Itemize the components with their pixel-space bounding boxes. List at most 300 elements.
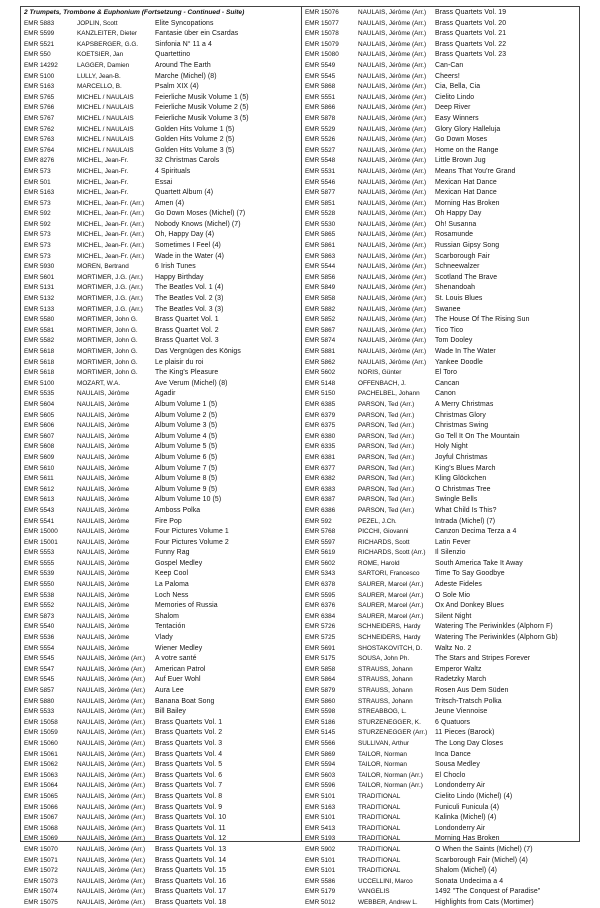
catalog-entry	[305, 495, 577, 506]
catalog-entry	[24, 61, 298, 72]
work-title: A votre santé	[155, 655, 197, 663]
catalog-number: EMR 5101	[305, 867, 336, 875]
catalog-entry	[305, 569, 577, 580]
composer-name: LAGGER, Damien	[77, 61, 130, 69]
catalog-entry	[305, 601, 577, 612]
catalog-number: EMR 5862	[305, 358, 336, 366]
composer-name: SCHNEIDERS, Hardy	[358, 634, 421, 642]
work-title: Amboss Polka	[155, 506, 201, 514]
catalog-number: EMR 5526	[305, 136, 336, 144]
catalog-entry	[24, 517, 298, 528]
composer-name: LULLY, Jean-B.	[77, 72, 121, 80]
work-title: Aura Lee	[155, 687, 184, 694]
work-title: Scarborough Fair (Michel) (4)	[435, 856, 528, 864]
work-title: Radetzky March	[435, 676, 487, 684]
catalog-entry	[24, 220, 298, 231]
composer-name: NAULAIS, Jérôme (Arr.)	[358, 167, 427, 175]
work-title: American Patrol	[155, 665, 206, 673]
catalog-entry	[305, 178, 577, 189]
work-title: Feierliche Musik Volume 3 (5)	[155, 114, 249, 122]
catalog-entry	[305, 527, 577, 538]
catalog-number: EMR 5867	[305, 326, 336, 334]
composer-name: NAULAIS, Jérôme (Arr.)	[358, 104, 427, 112]
work-title: Brass Quartets Vol. 12	[155, 835, 227, 843]
work-title: Brass Quartets Vol. 21	[435, 30, 507, 38]
work-title: Morning Has Broken	[435, 199, 500, 207]
composer-name: NAULAIS, Jérôme (Arr.)	[77, 697, 146, 705]
catalog-entry	[305, 220, 577, 231]
catalog-number: EMR 5175	[305, 655, 336, 663]
catalog-number: EMR 5539	[24, 570, 55, 578]
catalog-entry	[24, 824, 298, 835]
work-title: Cielito Lindo (Michel) (4)	[435, 792, 513, 800]
composer-name: TAILOR, Norman (Arr.)	[358, 771, 423, 779]
catalog-entry	[305, 19, 577, 30]
catalog-entry	[305, 432, 577, 443]
composer-name: NAULAIS, Jérôme (Arr.)	[358, 178, 427, 186]
catalog-entry	[305, 813, 577, 824]
catalog-entry	[305, 612, 577, 623]
catalog-number: EMR 5538	[24, 591, 55, 599]
catalog-entry	[305, 877, 577, 888]
catalog-number: EMR 5599	[24, 30, 55, 38]
catalog-number: EMR 5163	[305, 803, 336, 811]
work-title: Deep River	[435, 104, 471, 112]
composer-name: TAILOR, Norman (Arr.)	[358, 782, 423, 790]
catalog-entry	[305, 559, 577, 570]
catalog-entry	[24, 485, 298, 496]
catalog-number: EMR 5883	[24, 19, 55, 27]
work-title: The Stars and Stripes Forever	[435, 655, 531, 663]
composer-name: NAULAIS, Jérôme (Arr.)	[358, 146, 427, 154]
work-title: Tico Tico	[435, 326, 464, 334]
catalog-number: EMR 5545	[305, 72, 336, 80]
catalog-number: EMR 6379	[305, 411, 336, 419]
catalog-number: EMR 5179	[305, 888, 336, 896]
composer-name: MICHEL, Jean-Fr. (Arr.)	[77, 252, 145, 260]
catalog-number: EMR 5343	[305, 570, 336, 578]
work-title: El Toro	[435, 369, 458, 377]
catalog-entry	[24, 887, 298, 898]
work-title: Brass Quartets Vol. 11	[155, 824, 226, 832]
composer-name: MORTIMER, John G.	[77, 316, 138, 324]
catalog-entry	[24, 591, 298, 602]
composer-name: TRADITIONAL	[358, 835, 401, 843]
composer-name: NAULAIS, Jérôme (Arr.)	[358, 61, 427, 69]
work-title: King's Blues March	[435, 464, 496, 472]
catalog-entry	[24, 400, 298, 411]
work-title: Sonata Undecima a 4	[435, 877, 504, 885]
catalog-entry	[305, 760, 577, 771]
catalog-entry	[24, 453, 298, 464]
catalog-entry	[24, 612, 298, 623]
catalog-number: EMR 5531	[305, 167, 336, 175]
composer-name: SHOSTAKOVITCH, D.	[358, 644, 423, 652]
section-heading: 2 Trumpets, Trombone & Euphonium (Fortsetzung - Continued - Suite)	[24, 9, 245, 16]
catalog-number: EMR 5857	[24, 687, 55, 694]
work-title: Londonderry Air	[435, 782, 486, 790]
catalog-number: EMR 15058	[24, 718, 58, 726]
composer-name: STRAUSS, Johann	[358, 687, 413, 694]
catalog-number: EMR 5553	[24, 549, 55, 557]
catalog-number: EMR 5551	[305, 93, 336, 101]
catalog-entry	[24, 82, 298, 93]
work-title: Banana Boat Song	[155, 697, 215, 705]
composer-name: MORTIMER, John G.	[77, 326, 138, 334]
catalog-number: EMR 5877	[305, 189, 336, 197]
catalog-number: EMR 5580	[24, 316, 55, 324]
work-title: Yankee Doodle	[435, 358, 483, 366]
composer-name: TRADITIONAL	[358, 792, 401, 800]
catalog-number: EMR 15061	[24, 750, 58, 758]
catalog-number: EMR 15075	[24, 898, 58, 906]
work-title: 11 Pieces (Barock)	[435, 729, 495, 737]
work-title: St. Louis Blues	[435, 295, 483, 303]
catalog-entry	[305, 538, 577, 549]
composer-name: NAULAIS, Jérôme (Arr.)	[77, 687, 146, 694]
composer-name: NAULAIS, Jérôme (Arr.)	[358, 51, 427, 59]
work-title: Morning Has Broken	[435, 835, 500, 843]
catalog-entry	[305, 474, 577, 485]
catalog-entry	[24, 283, 298, 294]
catalog-number: EMR 5879	[305, 687, 336, 694]
composer-name: TAILOR, Norman	[358, 761, 407, 769]
catalog-number: EMR 5530	[305, 220, 336, 228]
catalog-number: EMR 5726	[305, 623, 336, 631]
work-title: Brass Quartets Vol. 19	[435, 9, 507, 16]
composer-name: RICHARDS, Scott	[358, 538, 410, 546]
composer-name: MOREN, Bertrand	[77, 263, 129, 271]
work-title: Four Pictures Volume 2	[155, 538, 229, 546]
composer-name: NAULAIS, Jérôme (Arr.)	[77, 739, 146, 747]
composer-name: MICHEL, Jean-Fr.	[77, 167, 129, 175]
catalog-number: EMR 5873	[24, 612, 55, 620]
composer-name: NAULAIS, Jérôme (Arr.)	[358, 337, 427, 345]
composer-name: SULLIVAN, Arthur	[358, 739, 410, 747]
work-title: Go Down Moses (Michel) (7)	[155, 210, 246, 218]
work-title: Quartettino	[155, 51, 191, 59]
catalog-number: EMR 15080	[305, 51, 339, 59]
catalog-entry	[24, 305, 298, 316]
catalog-entry	[305, 368, 577, 379]
catalog-entry	[305, 188, 577, 199]
catalog-number: EMR 5868	[305, 83, 336, 91]
catalog-entry	[305, 336, 577, 347]
catalog-number: EMR 15000	[24, 528, 58, 536]
work-title: Album Volume 8 (5)	[155, 475, 218, 483]
composer-name: NAULAIS, Jérôme (Arr.)	[77, 845, 146, 853]
catalog-number: EMR 5535	[24, 390, 55, 398]
work-title: Album Volume 6 (5)	[155, 453, 218, 461]
work-title: What Child Is This?	[435, 506, 497, 514]
composer-name: NAULAIS, Jérôme (Arr.)	[358, 189, 427, 197]
work-title: Highlights from Cats (Mortimer)	[435, 898, 534, 906]
work-title: Le plaisir du roi	[155, 358, 204, 366]
composer-name: SCHNEIDERS, Hardy	[358, 623, 421, 631]
catalog-entry	[24, 781, 298, 792]
catalog-entry	[24, 50, 298, 61]
composer-name: NAULAIS, Jérôme	[77, 453, 130, 461]
catalog-number: EMR 5606	[24, 422, 55, 430]
composer-name: PEZEL, J.Ch.	[358, 517, 397, 525]
composer-name: TRADITIONAL	[358, 803, 401, 811]
composer-name: NAULAIS, Jérôme (Arr.)	[358, 125, 427, 133]
catalog-entry	[24, 506, 298, 517]
catalog-number: EMR 550	[24, 51, 51, 59]
work-title: Jeune Viennoise	[435, 708, 488, 716]
work-title: 6 Quatuors	[435, 718, 471, 726]
work-title: Album Volume 7 (5)	[155, 464, 218, 472]
catalog-number: EMR 5543	[24, 506, 55, 514]
composer-name: NAULAIS, Jérôme	[77, 390, 130, 398]
catalog-number: EMR 15059	[24, 729, 58, 737]
work-title: Brass Quartets Vol. 15	[155, 867, 227, 875]
catalog-entry	[305, 781, 577, 792]
composer-name: NAULAIS, Jérôme	[77, 644, 130, 652]
catalog-entry	[24, 411, 298, 422]
work-title: Christmas Glory	[435, 411, 486, 419]
catalog-number: EMR 5605	[24, 411, 55, 419]
catalog-entry	[305, 856, 577, 867]
catalog-number: EMR 6378	[305, 581, 336, 589]
work-title: Mexican Hat Dance	[435, 189, 497, 197]
composer-name: NORIS, Günter	[358, 369, 402, 377]
catalog-entry	[24, 368, 298, 379]
catalog-entry	[24, 379, 298, 390]
catalog-number: EMR 5762	[24, 125, 55, 133]
catalog-number: EMR 6384	[305, 612, 336, 620]
work-title: Cielito Lindo	[435, 93, 475, 101]
composer-name: NAULAIS, Jérôme (Arr.)	[358, 210, 427, 218]
composer-name: NAULAIS, Jérôme	[77, 591, 130, 599]
composer-name: MICHEL, Jean-Fr.	[77, 189, 129, 197]
work-title: Brass Quartets Vol. 18	[155, 898, 227, 906]
catalog-number: EMR 5767	[24, 114, 55, 122]
catalog-number: EMR 5597	[305, 538, 336, 546]
composer-name: TRADITIONAL	[358, 814, 401, 822]
composer-name: NAULAIS, Jérôme (Arr.)	[358, 93, 427, 101]
catalog-entry	[24, 728, 298, 739]
composer-name: MORTIMER, John G.	[77, 358, 138, 366]
composer-name: MICHEL, Jean-Fr.	[77, 178, 129, 186]
work-title: Emperor Waltz	[435, 665, 482, 673]
work-title: The Beatles Vol. 1 (4)	[155, 284, 224, 292]
catalog-number: EMR 5566	[305, 739, 336, 747]
catalog-entry	[24, 474, 298, 485]
catalog-entry	[24, 114, 298, 125]
work-title: Oh! Susanna	[435, 220, 477, 228]
catalog-entry	[305, 622, 577, 633]
composer-name: MICHEL, Jean-Fr.	[77, 157, 129, 165]
catalog-entry	[305, 146, 577, 157]
catalog-entry	[305, 230, 577, 241]
catalog-entry	[24, 135, 298, 146]
catalog-entry	[24, 358, 298, 369]
catalog-number: EMR 5012	[305, 898, 336, 906]
catalog-number: EMR 5864	[305, 676, 336, 684]
catalog-entry	[24, 125, 298, 136]
work-title: Go Down Moses	[435, 136, 488, 144]
work-title: Ave Verum (Michel) (8)	[155, 379, 228, 387]
catalog-number: EMR 5880	[24, 697, 55, 705]
composer-name: MICHEL / NAULAIS	[77, 146, 134, 154]
composer-name: MICHEL / NAULAIS	[77, 104, 134, 112]
catalog-number: EMR 5101	[305, 856, 336, 864]
composer-name: NAULAIS, Jérôme (Arr.)	[77, 835, 146, 843]
work-title: Rosamunde	[435, 231, 474, 239]
catalog-number: EMR 5549	[305, 61, 336, 69]
catalog-number: EMR 5547	[24, 665, 55, 673]
catalog-entry	[24, 707, 298, 718]
catalog-entry	[24, 569, 298, 580]
composer-name: NAULAIS, Jérôme (Arr.)	[358, 19, 427, 27]
catalog-number: EMR 5856	[305, 273, 336, 281]
catalog-number: EMR 5186	[305, 718, 336, 726]
composer-name: OFFENBACH, J.	[358, 379, 406, 387]
work-title: The House Of The Rising Sun	[435, 316, 530, 324]
catalog-entry	[305, 125, 577, 136]
composer-name: NAULAIS, Jérôme (Arr.)	[358, 263, 427, 271]
catalog-entry	[305, 654, 577, 665]
catalog-entry	[24, 326, 298, 337]
composer-name: NAULAIS, Jérôme	[77, 432, 130, 440]
catalog-entry	[305, 464, 577, 475]
composer-name: SAURER, Marcel (Arr.)	[358, 602, 424, 610]
composer-name: RICHARDS, Scott (Arr.)	[358, 549, 426, 557]
composer-name: NAULAIS, Jérôme (Arr.)	[358, 316, 427, 324]
work-title: 6 Irish Tunes	[155, 263, 196, 271]
composer-name: ROME, Harold	[358, 559, 400, 567]
work-title: Brass Quartets Vol. 20	[435, 19, 507, 27]
catalog-number: EMR 5610	[24, 464, 55, 472]
work-title: Glory Glory Halleluja	[435, 125, 501, 133]
composer-name: NAULAIS, Jérôme	[77, 464, 130, 472]
work-title: Brass Quartets Vol. 4	[155, 750, 223, 758]
catalog-number: EMR 5858	[305, 295, 336, 303]
work-title: Brass Quartet Vol. 2	[155, 326, 219, 334]
catalog-number: EMR 15068	[24, 824, 58, 832]
composer-name: NAULAIS, Jérôme (Arr.)	[77, 729, 146, 737]
catalog-entry	[305, 82, 577, 93]
work-title: The Long Day Closes	[435, 739, 504, 747]
catalog-number: EMR 573	[24, 242, 51, 250]
composer-name: NAULAIS, Jérôme (Arr.)	[358, 295, 427, 303]
composer-name: MICHEL, Jean-Fr. (Arr.)	[77, 199, 145, 207]
catalog-number: EMR 5613	[24, 496, 55, 504]
catalog-number: EMR 5545	[24, 676, 55, 684]
column-divider	[301, 6, 302, 842]
catalog-entry	[305, 315, 577, 326]
catalog-entry	[305, 262, 577, 273]
composer-name: STREABBOG, L.	[358, 708, 407, 716]
composer-name: NAULAIS, Jérôme (Arr.)	[77, 750, 146, 758]
composer-name: TAILOR, Norman	[358, 750, 407, 758]
work-title: Auf Euer Wohl	[155, 676, 201, 684]
work-title: Funny Rag	[155, 549, 190, 557]
catalog-number: EMR 6387	[305, 496, 336, 504]
catalog-number: EMR 573	[24, 167, 51, 175]
catalog-entry	[305, 209, 577, 220]
work-title: Vlady	[155, 634, 173, 642]
catalog-number: EMR 5582	[24, 337, 55, 345]
catalog-entry	[24, 421, 298, 432]
catalog-number: EMR 5163	[24, 189, 55, 197]
composer-name: PARSON, Ted (Arr.)	[358, 453, 415, 461]
work-title: 4 Spirituals	[155, 167, 191, 175]
catalog-number: EMR 573	[24, 231, 51, 239]
catalog-entry	[24, 803, 298, 814]
catalog-number: EMR 5763	[24, 136, 55, 144]
work-title: Brass Quartets Vol. 1	[155, 718, 223, 726]
work-title: Waltz No. 2	[435, 644, 472, 652]
composer-name: MICHEL / NAULAIS	[77, 93, 134, 101]
catalog-entry	[305, 442, 577, 453]
composer-name: MOZART, W.A.	[77, 379, 121, 387]
composer-name: NAULAIS, Jérôme (Arr.)	[77, 708, 146, 716]
composer-name: NAULAIS, Jérôme (Arr.)	[358, 114, 427, 122]
composer-name: STRAUSS, Johann	[358, 697, 413, 705]
composer-name: NAULAIS, Jérôme	[77, 623, 130, 631]
catalog-entry	[24, 771, 298, 782]
composer-name: NAULAIS, Jérôme (Arr.)	[358, 231, 427, 239]
work-title: Joyful Christmas	[435, 453, 488, 461]
work-title: The King's Pleasure	[155, 369, 219, 377]
catalog-number: EMR 5101	[305, 792, 336, 800]
composer-name: MARCELLO, B.	[77, 83, 122, 91]
catalog-number: EMR 5131	[24, 284, 55, 292]
catalog-number: EMR 15078	[305, 30, 339, 38]
catalog-entry	[305, 50, 577, 61]
catalog-number: EMR 5132	[24, 295, 55, 303]
catalog-number: EMR 5764	[24, 146, 55, 154]
catalog-entry	[305, 93, 577, 104]
work-title: The Beatles Vol. 2 (3)	[155, 295, 224, 303]
catalog-number: EMR 5521	[24, 40, 55, 48]
composer-name: KAPSBERGER, G.G.	[77, 40, 139, 48]
composer-name: NAULAIS, Jérôme (Arr.)	[77, 814, 146, 822]
catalog-number: EMR 5602	[305, 559, 336, 567]
catalog-number: EMR 5618	[24, 358, 55, 366]
composer-name: NAULAIS, Jérôme (Arr.)	[358, 348, 427, 355]
work-title: Marche (Michel) (8)	[155, 72, 217, 80]
work-title: Means That You're Grand	[435, 167, 516, 175]
work-title: Easy Winners	[435, 114, 479, 122]
work-title: Album Volume 4 (5)	[155, 432, 218, 440]
catalog-number: EMR 5611	[24, 475, 54, 483]
catalog-number: EMR 5607	[24, 432, 55, 440]
catalog-entry	[24, 527, 298, 538]
composer-name: NAULAIS, Jérôme	[77, 400, 130, 408]
catalog-number: EMR 5618	[24, 348, 55, 355]
catalog-entry	[24, 834, 298, 845]
catalog-number: EMR 592	[24, 210, 51, 218]
catalog-number: EMR 5598	[305, 708, 336, 716]
work-title: Brass Quartets Vol. 2	[155, 729, 223, 737]
catalog-number: EMR 15060	[24, 739, 58, 747]
composer-name: NAULAIS, Jérôme (Arr.)	[77, 655, 146, 663]
catalog-list-right	[305, 8, 577, 908]
composer-name: NAULAIS, Jérôme (Arr.)	[358, 326, 427, 334]
catalog-number: EMR 5902	[305, 845, 336, 853]
composer-name: KANZLEITER, Dieter	[77, 30, 138, 38]
composer-name: NAULAIS, Jérôme	[77, 549, 130, 557]
composer-name: MORTIMER, J.G. (Arr.)	[77, 305, 143, 313]
composer-name: NAULAIS, Jérôme (Arr.)	[77, 676, 146, 684]
work-title: Go Tell It On The Mountain	[435, 432, 520, 440]
catalog-entry	[24, 188, 298, 199]
catalog-entry	[305, 400, 577, 411]
catalog-entry	[305, 379, 577, 390]
